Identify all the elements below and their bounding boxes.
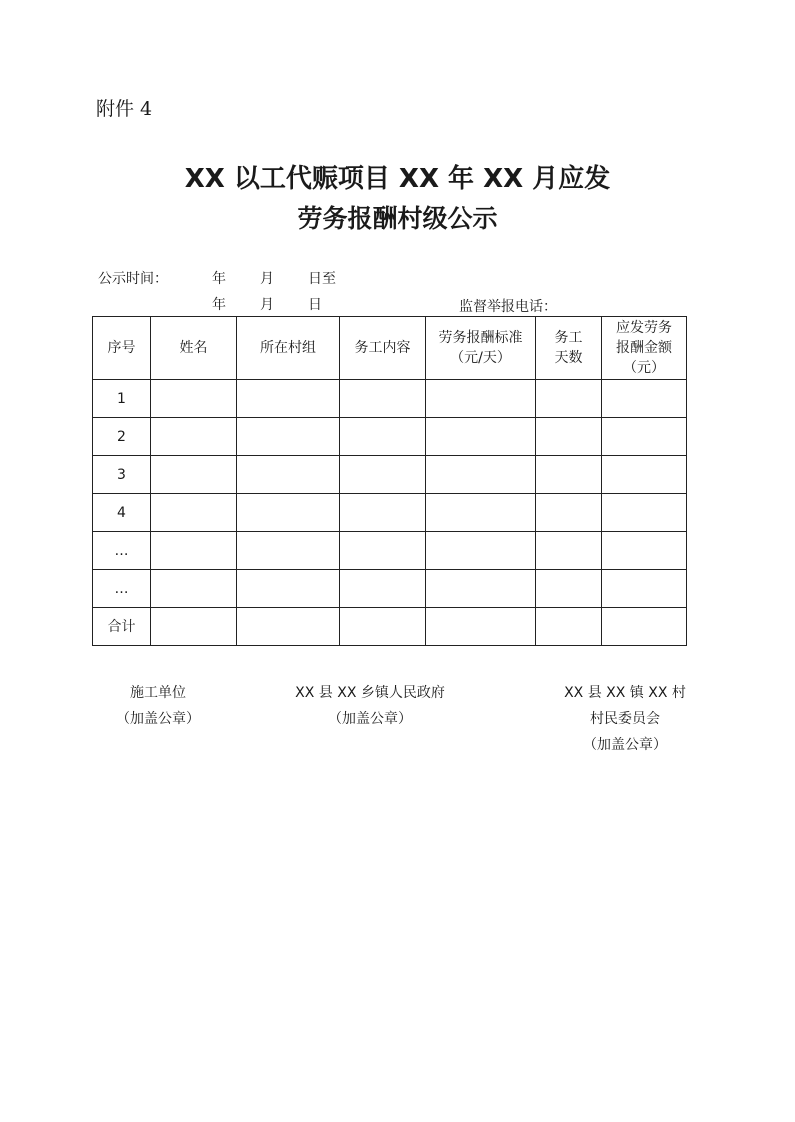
end-day-label: 日 (308, 297, 322, 313)
start-month-label: 月 (260, 271, 274, 287)
table-cell (237, 456, 340, 494)
column-header: 所在村组 (237, 317, 340, 380)
table-cell (340, 494, 426, 532)
remuneration-table (92, 316, 687, 646)
column-header: 序号 (93, 317, 151, 380)
table-row (93, 456, 687, 494)
signature-village-committee (540, 680, 710, 758)
table-cell (340, 380, 426, 418)
table-cell (151, 570, 237, 608)
row-number-cell: 2 (93, 418, 151, 456)
hotline-label: 监督举报电话： (459, 299, 557, 315)
table-cell (151, 418, 237, 456)
table-cell (602, 418, 687, 456)
table-cell (536, 380, 602, 418)
signature-seal-note: （加盖公章） (583, 737, 667, 753)
attachment-label: 附件 4 (96, 98, 153, 120)
table-cell (602, 570, 687, 608)
table-cell (536, 608, 602, 646)
signature-line: XX 县 XX 乡镇人民政府 (295, 685, 445, 701)
table-cell (237, 608, 340, 646)
signature-line: 施工单位 (130, 685, 186, 701)
table-row (93, 418, 687, 456)
column-header: 应发劳务 报酬金额 （元） (602, 317, 687, 380)
table-cell (340, 418, 426, 456)
table-cell (536, 570, 602, 608)
table-cell (602, 494, 687, 532)
end-year-label: 年 (212, 297, 226, 313)
table-cell (151, 456, 237, 494)
start-year-label: 年 (212, 271, 226, 287)
table-cell (536, 494, 602, 532)
table-row (93, 570, 687, 608)
table-cell (426, 570, 536, 608)
table-cell (340, 570, 426, 608)
table-cell (426, 380, 536, 418)
row-number-cell: 合计 (93, 608, 151, 646)
table-cell (536, 456, 602, 494)
table-cell (237, 380, 340, 418)
row-number-cell: … (93, 532, 151, 570)
publicity-time-label: 公示时间： (98, 271, 168, 287)
table-cell (237, 532, 340, 570)
row-number-cell: 4 (93, 494, 151, 532)
table-body (93, 380, 687, 646)
row-number-cell: … (93, 570, 151, 608)
table-cell (151, 380, 237, 418)
table-cell (237, 494, 340, 532)
signature-seal-note: （加盖公章） (328, 711, 412, 727)
table-header-row (93, 317, 687, 380)
signature-township-government (270, 680, 470, 732)
document-title-line-2: 劳务报酬村级公示 (297, 204, 498, 233)
table-cell (602, 380, 687, 418)
table-cell (426, 532, 536, 570)
table-row (93, 494, 687, 532)
table-cell (602, 532, 687, 570)
table-row (93, 608, 687, 646)
table-cell (426, 418, 536, 456)
table-cell (536, 532, 602, 570)
end-month-label: 月 (260, 297, 274, 313)
start-day-label: 日至 (308, 271, 336, 287)
table-cell (237, 570, 340, 608)
table-row (93, 380, 687, 418)
row-number-cell: 3 (93, 456, 151, 494)
table-row (93, 532, 687, 570)
table-cell (426, 494, 536, 532)
table-cell (536, 418, 602, 456)
table-cell (602, 608, 687, 646)
document-title-line-1: XX 以工代赈项目 XX 年 XX 月应发 (184, 164, 611, 194)
column-header: 务工 天数 (536, 317, 602, 380)
signature-construction-unit (98, 680, 218, 732)
table-cell (426, 608, 536, 646)
table-cell (237, 418, 340, 456)
row-number-cell: 1 (93, 380, 151, 418)
table-cell (151, 532, 237, 570)
signature-seal-note: （加盖公章） (116, 711, 200, 727)
table-cell (602, 456, 687, 494)
table-cell (340, 532, 426, 570)
column-header: 姓名 (151, 317, 237, 380)
table-cell (340, 608, 426, 646)
column-header: 务工内容 (340, 317, 426, 380)
table-cell (151, 608, 237, 646)
table-cell (426, 456, 536, 494)
signature-line: 村民委员会 (590, 711, 660, 727)
table-cell (340, 456, 426, 494)
column-header: 劳务报酬标准 （元/天） (426, 317, 536, 380)
signature-line: XX 县 XX 镇 XX 村 (564, 685, 686, 701)
table-cell (151, 494, 237, 532)
